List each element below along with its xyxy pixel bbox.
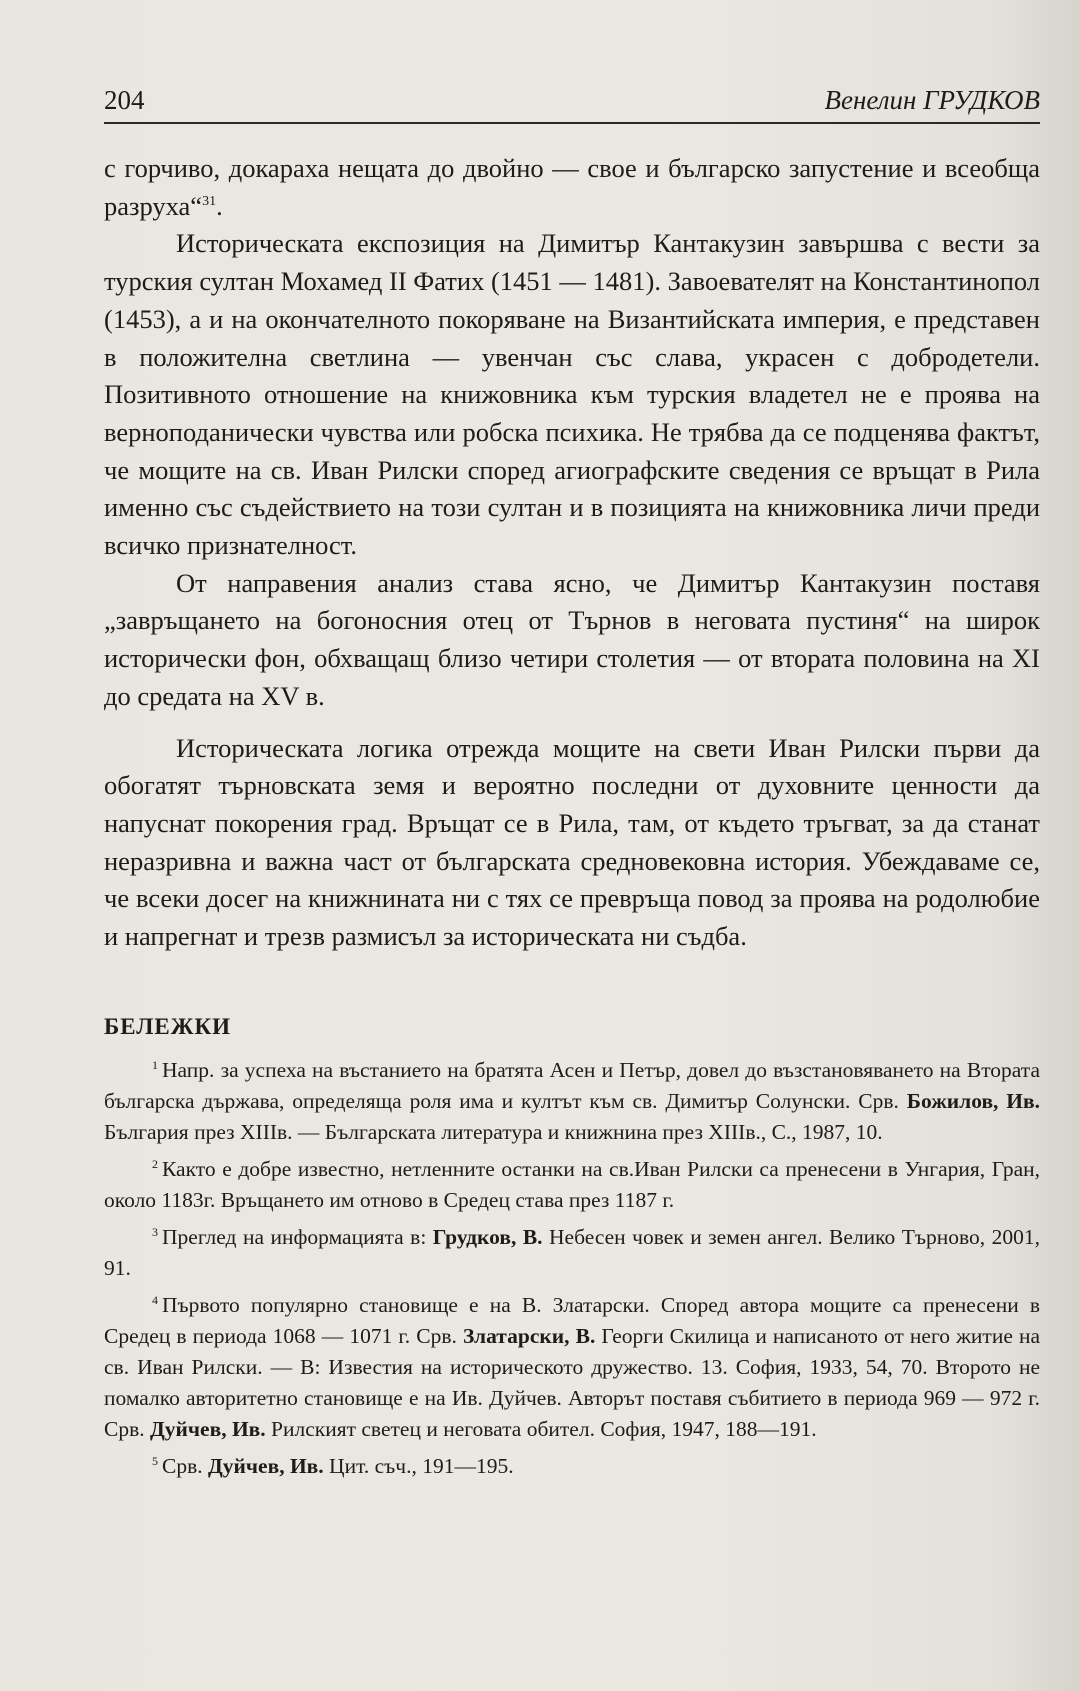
footnote-text: Цит. съч., 191—195. [323,1454,514,1478]
paragraph: От направения анализ става ясно, че Димитър Кантакузин поставя „завръщането на богоносния отец от Търнов в неговата пустиня“ на широк исторически фон, обхващащ близо четири столетия — от втората половина на XI до средата на XV в. [104,567,1040,711]
footnote-text: България през XIIIв. — Българската литература и книжнина през XIIIв., С., 1987, 10. [104,1120,883,1144]
paragraph: Историческата логика отрежда мощите на свети Иван Рилски първи да обогатят търновската земя и вероятно последни от духовните ценности да напуснат покорения град. Връщат се в Рила, там, от където тръгват, за да станат неразривна и важна част от българската средновековна история. Убеждаваме се, че всеки досег на книжнината ни с тях се превръща повод за проява на родолюбие и напрегнат и трезв размисъл за историческата ни съдба. [104,732,1040,952]
footnote [104,1290,1040,1445]
footnote-number: 4 [152,1292,158,1307]
paragraph-text: с горчиво, докараха нещата до двойно — свое и българско запустение и всеобща разруха“ [104,153,1040,221]
paragraph-continued [104,150,1040,225]
footnotes [104,1055,1040,1488]
footnote [104,1154,1040,1216]
footnote-text: Георги Скилица и написаното от него житие на св. Иван Рилски. — В: Известия на историческото дружество. 13. София, 1933, 54, 70. Второто не помалко авторитетно становище е на Ив. Дуйчев. Авторът поставя събитието в периода 969 — 972 г. Срв. [104,1324,1041,1441]
paragraph-end: . [216,190,223,221]
running-head-author: Венелин ГРУДКОВ [824,85,1040,115]
footnote-ref: 31 [202,193,217,209]
footnote-text: Както е добре известно, нетленните останки на св.Иван Рилски са пренесени в Унгария, Гран, около 1183г. Връщането им отново в Средец става през 1187 г. [104,1157,1040,1212]
footnote [104,1222,1040,1284]
footnote-author: Божилов, Ив. [906,1089,1040,1113]
footnote-text: Рилският светец и неговата обител. София, 1947, 188—191. [265,1417,817,1441]
footnote-text: Срв. [162,1454,208,1478]
footnote-text: Небесен човек и земен ангел. Велико Търново, 2001, 91. [104,1225,1040,1280]
footnote-author: Златарски, В. [462,1324,596,1348]
footnote-number: 5 [152,1453,158,1468]
footnote-number: 1 [152,1057,158,1072]
footnote-text: Напр. за успеха на въстанието на братята Асен и Петър, довел до възстановяването на Втората българска държава, определяща роля има и култът към св. Димитър Солунски. Срв. [104,1058,1040,1113]
page-header [104,82,1040,124]
footnote-text: Преглед на информацията в: [162,1225,433,1249]
footnote-number: 3 [152,1224,158,1239]
paragraph: Историческата експозиция на Димитър Кантакузин завършва с вести за турския султан Мохамед II Фатих (1451 — 1481). Завоевателят на Константинопол (1453), а и на окончателното покоряване на Византийската империя, е представен в положителна светлина — увенчан със слава, украсен с добродетели. Позитивното отношение на книжовника към турския владетел не е проява на верноподанически чувства или робска психика. Не трябва да се подценява фактът, че мощите на св. Иван Рилски според агиографските сведения се връщат в Рила именно със съдействието на този султан и в позицията на книжовника личи преди всичко признателност. [104,228,1040,561]
footnote-text: Първото популярно становище е на В. Златарски. Според автора мощите са пренесени в Средец в периода 1068 — 1071 г. Срв. [104,1293,1040,1348]
footnote-author: Дуйчев, Ив. [208,1454,324,1478]
footnote [104,1451,1040,1482]
footnote [104,1055,1040,1148]
main-text [104,150,1040,956]
notes-heading: БЕЛЕЖКИ [104,1014,232,1039]
footnote-author: Дуйчев, Ив. [150,1417,266,1441]
footnote-author: Грудков, В. [432,1225,543,1249]
footnote-number: 2 [152,1156,158,1171]
page-number: 204 [104,85,145,115]
